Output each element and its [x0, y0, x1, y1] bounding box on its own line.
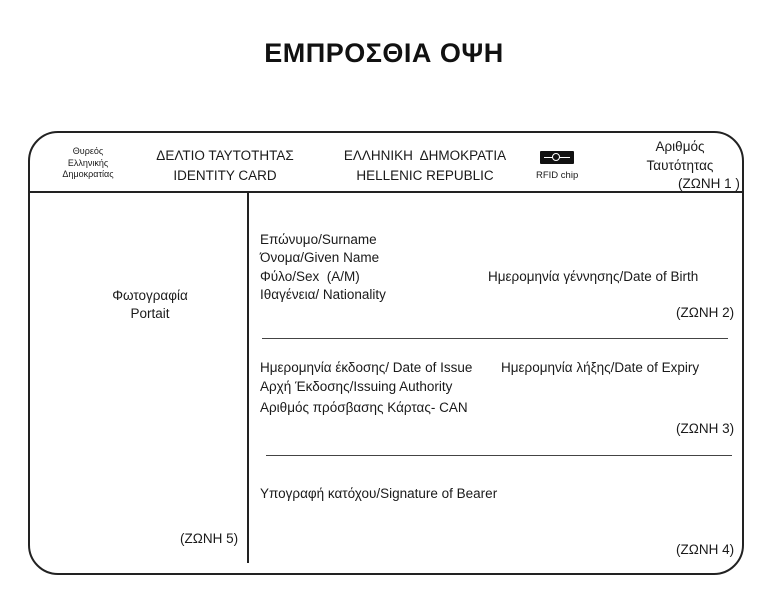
zone-2-label: (ΖΩΝΗ 2)	[676, 305, 735, 320]
rfid-chip-icon	[540, 151, 574, 164]
date-of-birth-field-label: Ημερομηνία γέννησης/Date of Birth	[488, 269, 699, 284]
zone-3-divider	[266, 455, 732, 456]
photo-label-english: Portait	[130, 306, 170, 321]
date-of-issue-field-label: Ημερομηνία έκδοσης/ Date of Issue	[260, 360, 473, 375]
coat-of-arms-label: Θυρεός Ελληνικής Δημοκρατίας	[62, 146, 114, 179]
issuing-authority-field-label: Αρχή Έκδοσης/Issuing Authority	[260, 379, 453, 394]
republic-greek: ΕΛΛΗΝΙΚΗ ΔΗΜΟΚΡΑΤΙΑ	[343, 148, 507, 163]
signature-field-label: Υπογραφή κατόχου/Signature of Bearer	[260, 486, 498, 501]
id-card-front	[28, 131, 744, 575]
date-of-expiry-field-label: Ημερομηνία λήξης/Date of Expiry	[501, 360, 700, 375]
page-title: ΕΜΠΡΟΣΘΙΑ ΟΨΗ	[264, 38, 504, 68]
rfid-chip-label: RFID chip	[536, 170, 579, 181]
republic-label	[335, 147, 515, 185]
zone-2-divider	[262, 338, 728, 339]
header-divider	[30, 191, 742, 193]
card-type-greek: ΔΕΛΤΙΟ ΤΑΥΤΟΤΗΤΑΣ	[156, 148, 294, 163]
zone-1-label: (ΖΩΝΗ 1 )	[678, 176, 740, 191]
id-number-label: Αριθμός Ταυτότητας	[646, 139, 714, 173]
given-name-field-label: Όνομα/Given Name	[260, 250, 380, 265]
zone-3-label: (ΖΩΝΗ 3)	[676, 421, 735, 436]
republic-english: HELLENIC REPUBLIC	[356, 168, 494, 183]
can-field-label: Αριθμός πρόσβασης Κάρτας- CAN	[260, 400, 468, 415]
card-type-label	[150, 147, 300, 185]
surname-field-label: Επώνυμο/Surname	[260, 232, 377, 247]
zone-4-label: (ΖΩΝΗ 4)	[676, 542, 735, 557]
sex-field-label: Φύλο/Sex (A/M)	[260, 269, 360, 284]
photo-label	[90, 287, 210, 323]
photo-divider	[247, 193, 249, 563]
photo-label-greek: Φωτογραφία	[112, 288, 188, 303]
card-type-english: IDENTITY CARD	[173, 168, 277, 183]
zone-5-label: (ΖΩΝΗ 5)	[180, 531, 239, 546]
nationality-field-label: Ιθαγένεια/ Nationality	[260, 287, 386, 302]
